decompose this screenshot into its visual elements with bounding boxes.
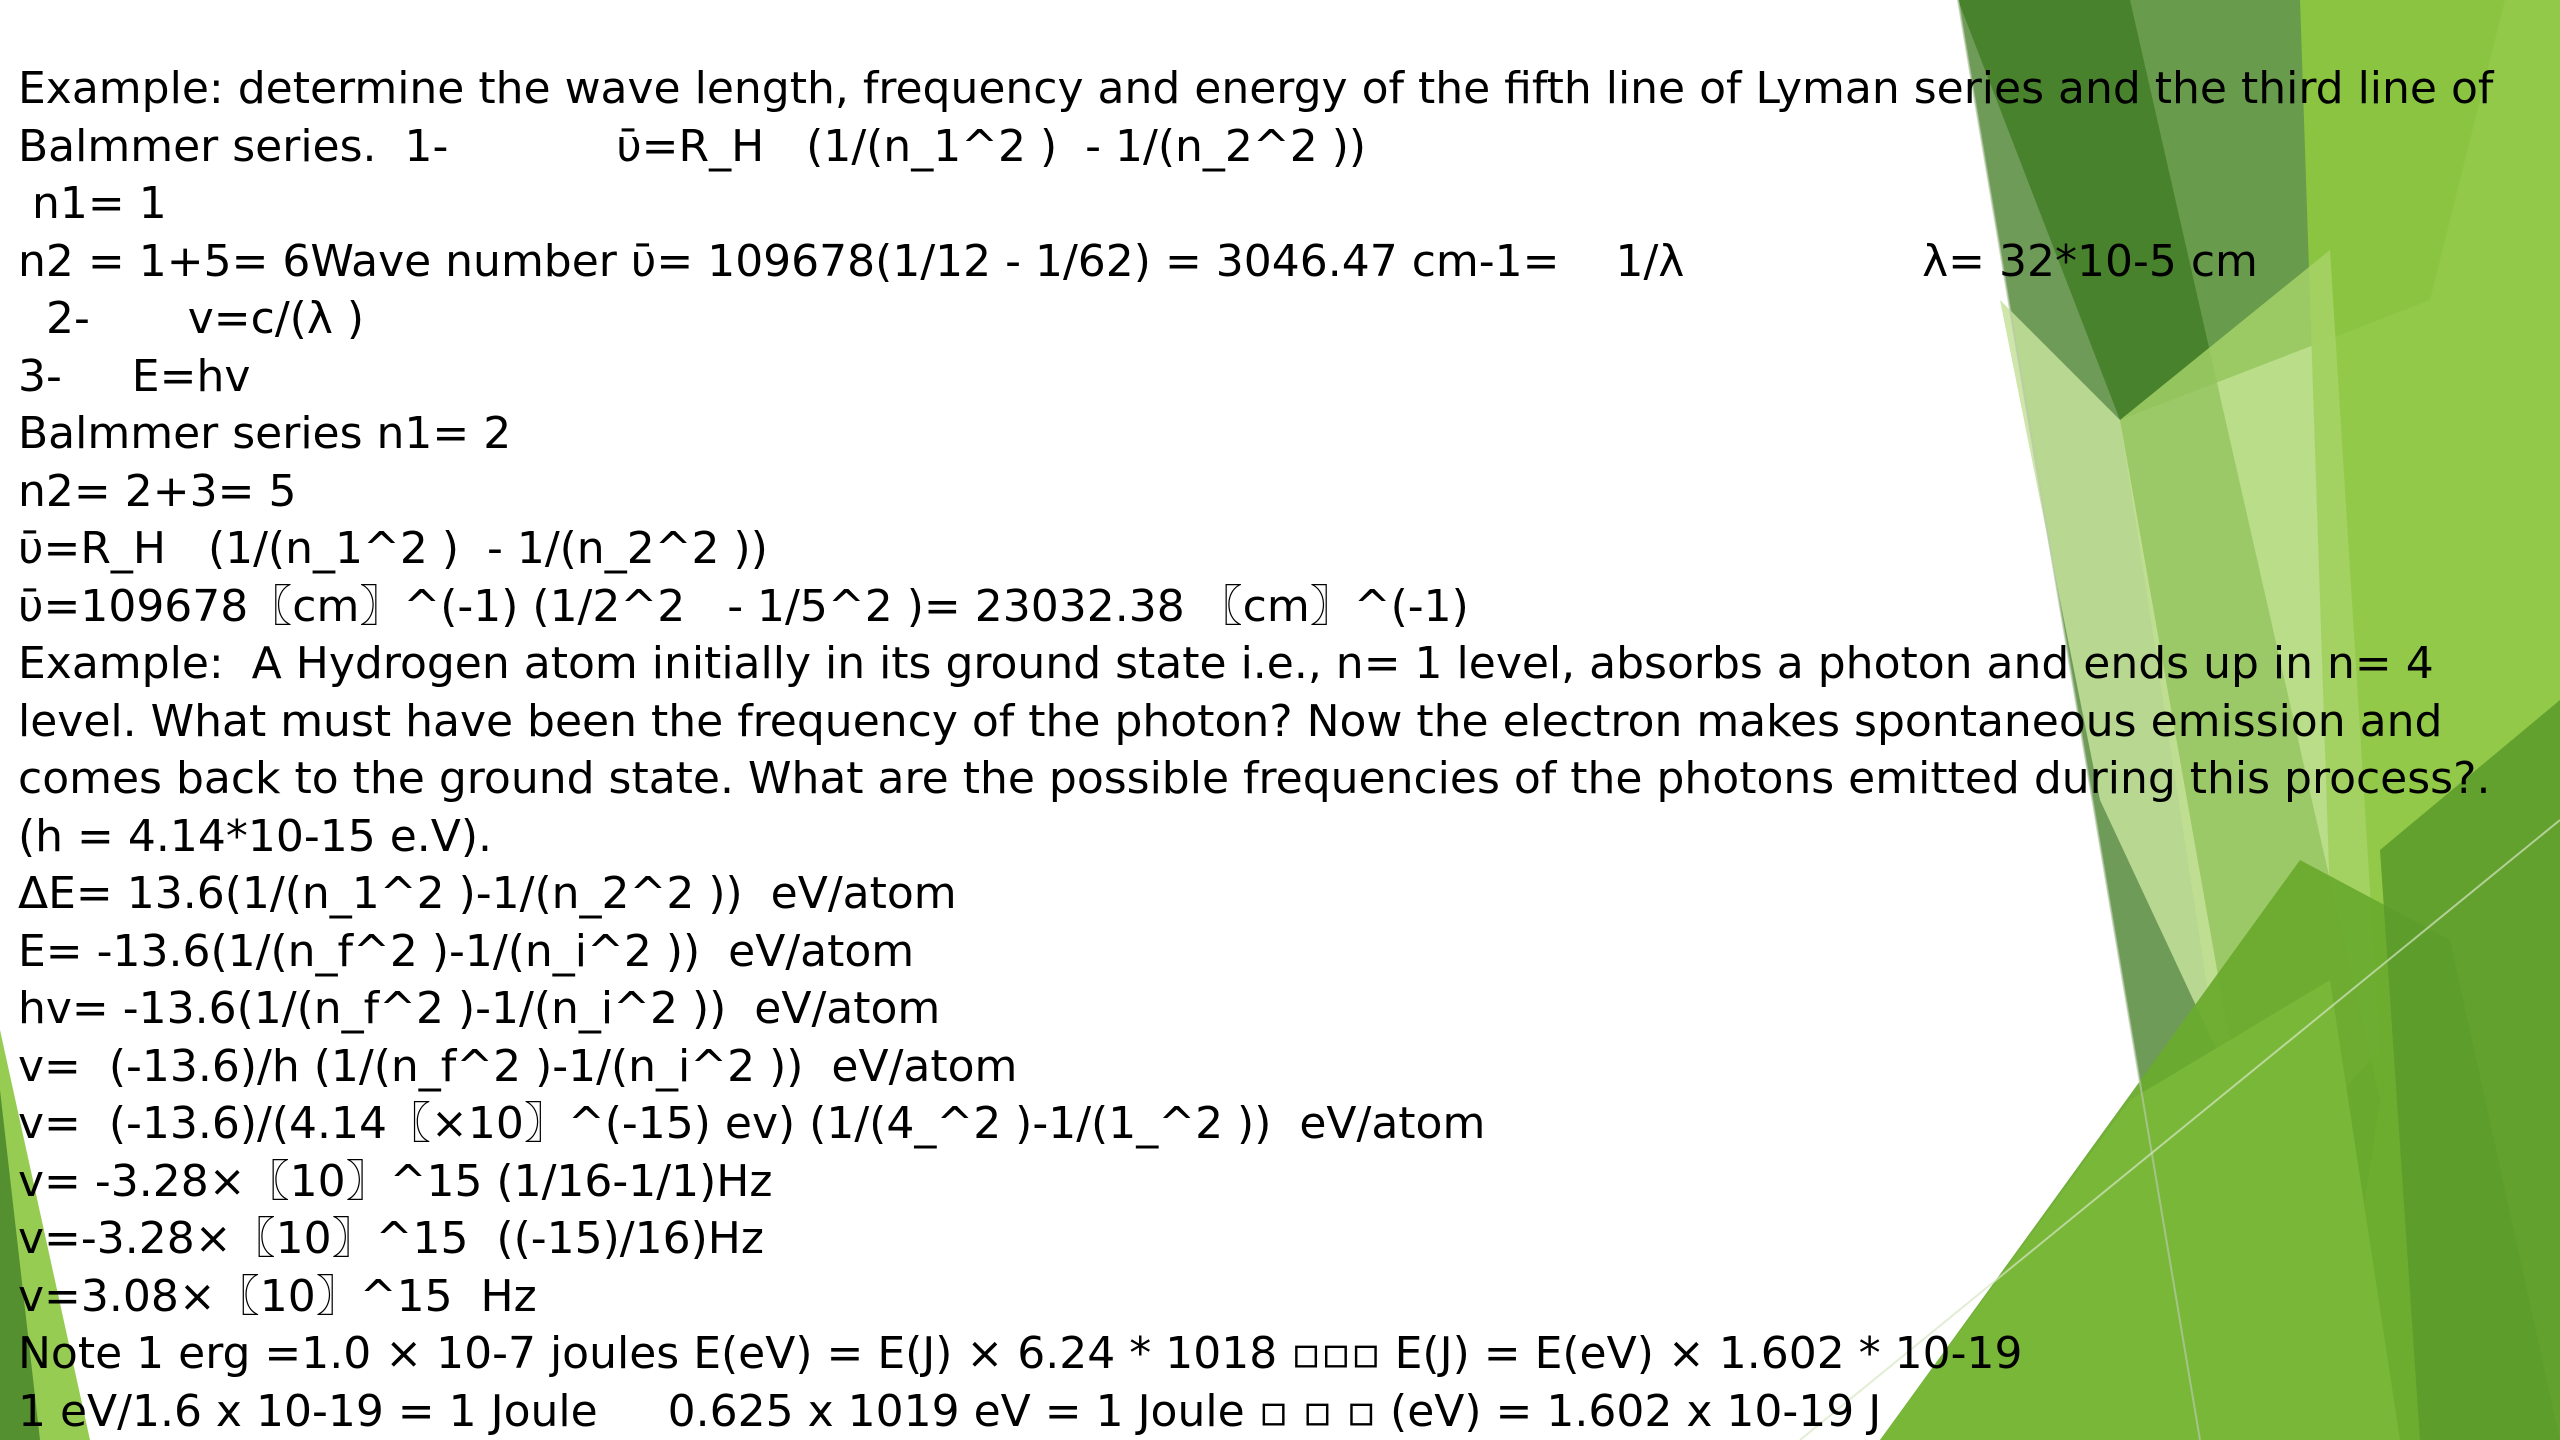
- text-line: v= -3.28×〖10〗^15 (1/16-1/1)Hz: [18, 1155, 773, 1207]
- text-line: Balmmer series. 1- ῡ=R_H (1/(n_1^2 ) - 1/(n_2^2 )): [18, 120, 1367, 172]
- text-line: v= (-13.6)/h (1/(n_f^2 )-1/(n_i^2 )) eV/atom: [18, 1040, 1018, 1092]
- text-line: Example: A Hydrogen atom initially in its ground state i.e., n= 1 level, absorbs a photon and ends up in n= 4: [18, 638, 2434, 689]
- text-line: v=3.08×〖10〗^15 Hz: [18, 1270, 537, 1322]
- text-line: n2 = 1+5= 6Wave number ῡ= 109678(1/12 - 1/62) = 3046.47 cm-1= 1/λ λ= 32*10-5 cm: [18, 235, 2258, 287]
- text-line: 2- v=c/(λ ): [18, 293, 365, 344]
- text-line: v= (-13.6)/(4.14〖×10〗^(-15) ev) (1/(4_^2 )-1/(1_^2 )) eV/atom: [18, 1098, 1486, 1149]
- text-line: ῡ=R_H (1/(n_1^2 ) - 1/(n_2^2 )): [18, 523, 768, 574]
- text-line: ΔE= 13.6(1/(n_1^2 )-1/(n_2^2 )) eV/atom: [18, 868, 957, 919]
- slide-content: [18, 60, 2538, 1440]
- text-line: (h = 4.14*10-15 e.V).: [18, 810, 493, 862]
- text-line: level. What must have been the frequency of the photon? Now the electron makes spontaneous emission and: [18, 695, 2443, 747]
- text-line: n1= 1: [18, 178, 167, 229]
- text-line: E= -13.6(1/(n_f^2 )-1/(n_i^2 )) eV/atom: [18, 925, 915, 977]
- text-line: v=-3.28×〖10〗^15 ((-15)/16)Hz: [18, 1213, 764, 1264]
- text-line: 1 eV/1.6 x 10-19 = 1 Joule 0.625 x 1019 eV = 1 Joule ▫ ▫ ▫ (eV) = 1.602 x 10-19 J: [18, 1385, 1882, 1437]
- text-line: Balmmer series n1= 2: [18, 408, 512, 459]
- text-line: n2= 2+3= 5: [18, 465, 297, 517]
- text-line: 3- E=hv: [18, 350, 251, 402]
- text-line: hv= -13.6(1/(n_f^2 )-1/(n_i^2 )) eV/atom: [18, 983, 941, 1034]
- text-line: Example: determine the wave length, frequency and energy of the fifth line of Lyman series and the third line of: [18, 63, 2494, 114]
- text-line: ῡ=109678〖cm〗^(-1) (1/2^2 - 1/5^2 )= 23032.38 〖cm〗^(-1): [18, 580, 1469, 632]
- text-line: Note 1 erg =1.0 × 10-7 joules E(eV) = E(J) × 6.24 * 1018 ▫▫▫ E(J) = E(eV) × 1.602 * 10-19: [18, 1328, 2023, 1379]
- text-line: comes back to the ground state. What are the possible frequencies of the photons emitted during this process?.: [18, 753, 2491, 804]
